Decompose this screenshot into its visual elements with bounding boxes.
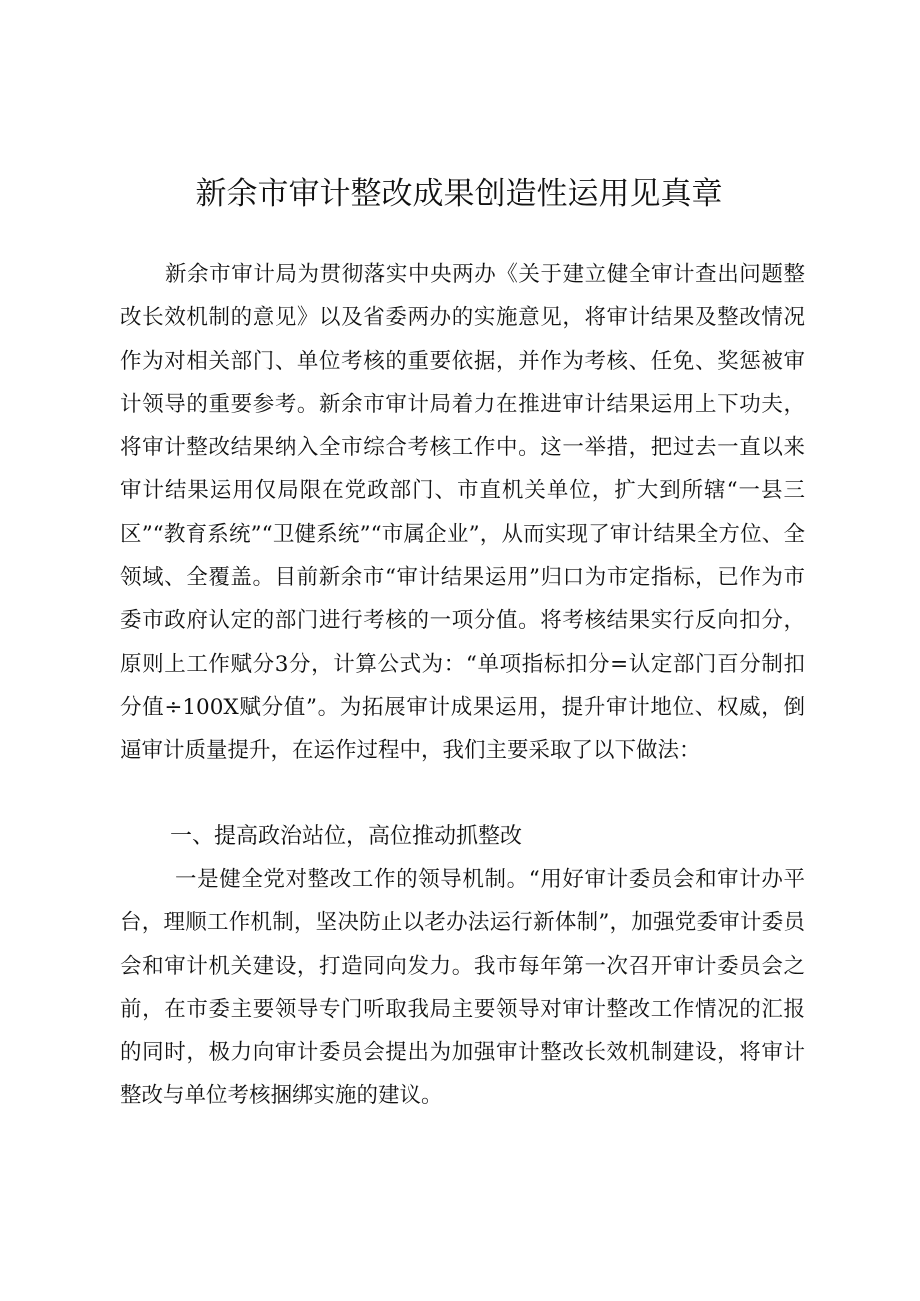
document-title — [0, 168, 920, 213]
paragraph-section-1: 一是健全党对整改工作的领导机制。“用好审计委员会和审计办平台，理顺工作机制，坚决防止以老办法运行新体制”，加强党委审计委员会和审计机关建设，打造同向发力。我市每年第一次召开审计委员会之前，在市委主要领导专门听取我局主要领导对审计整改工作情况的汇报的同时，极力向审计委员会提出为加强审计整改长效机制建设，将审计整改与单位考核捆绑实施的建议。 — [120, 867, 805, 1109]
paragraph-intro: 新余市审计局为贯彻落实中央两办《关于建立健全审计查出问题整改长效机制的意见》以及省委两办的实施意见，将审计结果及整改情况作为对相关部门、单位考核的重要依据，并作为考核、任免、奖惩被审计领导的重要参考。新余市审计局着力在推进审计结果运用上下功夫，将审计整改结果纳入全市综合考核工作中。这一举措，把过去一直以来审计结果运用仅局限在党政部门、市直机关单位，扩大到所辖“一县三区”“教育系统”“卫健系统”“市属企业”，从而实现了审计结果全方位、全领域、全覆盖。目前新余市“审计结果运用”归口为市定指标，已作为市委市政府认定的部门进行考核的一项分值。将考核结果实行反向扣分，原则上工作赋分3分，计算公式为：“单项指标扣分=认定部门百分制扣分值÷100X赋分值”。为拓展审计成果运用，提升审计地位、权威，倒逼审计质量提升，在运作过程中，我们主要采取了以下做法： — [120, 262, 805, 764]
section-heading-1: 一、提高政治站位，高位推动抓整改 — [170, 824, 523, 849]
document-title-text: 新余市审计整改成果创造性运用见真章 — [195, 176, 723, 212]
